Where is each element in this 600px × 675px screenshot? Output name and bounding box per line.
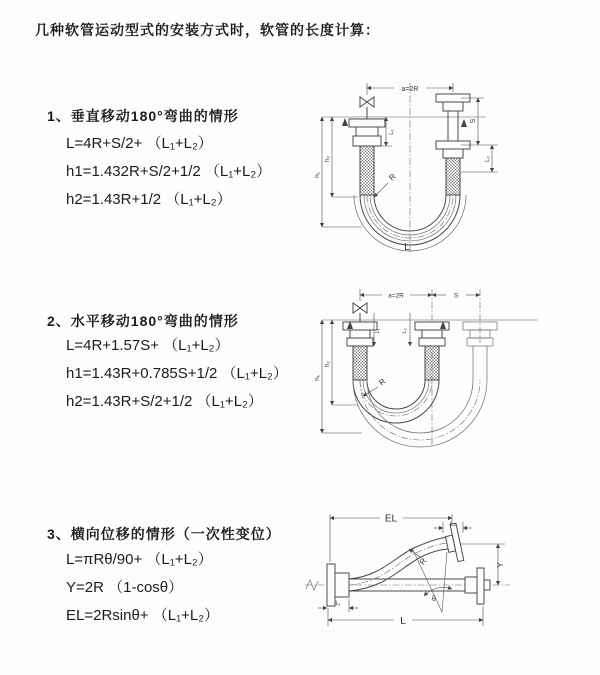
dimension-s — [461, 98, 498, 172]
formula-line: Y=2R （1-cosθ） — [66, 579, 184, 596]
move-up-arrow — [342, 118, 348, 126]
dimension-l1 — [318, 599, 358, 612]
dim-label-l1: L₁ — [335, 601, 341, 607]
formula-line: L=4R+1.57S+ （L₁+L₂） — [66, 337, 230, 354]
left-pipe-assembly — [343, 322, 377, 380]
dim-label-r: R — [417, 556, 429, 567]
formula-line: L=πRθ/90+ （L₁+L₂） — [66, 551, 213, 568]
left-pipe-assembly — [349, 119, 385, 195]
dim-label-l2: L₂ — [450, 522, 456, 528]
formula-line: EL=2Rsinθ+ （L₁+L₂） — [66, 607, 220, 624]
horizontal-move-180-bend-diagram — [310, 285, 590, 450]
dimension-a2r — [360, 293, 432, 300]
dim-label-l1: L₁ — [389, 129, 395, 135]
braided-hose-section — [446, 158, 460, 195]
dim-label-s: S — [453, 292, 459, 300]
section-1-formulas — [66, 130, 271, 214]
dim-label-l2: L₂ — [485, 156, 491, 162]
dim-label-h2: h₂ — [324, 360, 331, 368]
dim-label-r: R — [387, 171, 398, 183]
dim-label-y: Y — [496, 562, 505, 568]
middle-pipe-assembly — [415, 322, 449, 380]
dim-label-length: L — [404, 242, 410, 253]
dimension-length — [328, 606, 483, 627]
page-title: 几种软管运动型式的安装方式时，软管的长度计算： — [35, 22, 380, 38]
braided-hose-section — [353, 346, 367, 380]
dim-label-length: L — [400, 616, 406, 627]
section-2-heading: 2、水平移动180°弯曲的情形 — [47, 313, 239, 329]
dimension-s — [432, 293, 480, 300]
formula-line: h2=1.43R+1/2 （L₁+L₂） — [66, 191, 232, 208]
formula-line: h1=1.432R+S/2+1/2 （L₁+L₂） — [66, 163, 272, 180]
section-1-heading: 1、垂直移动180°弯曲的情形 — [47, 108, 239, 124]
dim-label-h1: h₁ — [314, 172, 321, 178]
braided-hose-section — [425, 346, 439, 380]
dim-label-theta: θ — [432, 596, 436, 603]
dim-label-a2r: a=2R — [388, 292, 404, 300]
move-up-arrow — [461, 119, 467, 127]
dim-label-h1: h₁ — [314, 375, 321, 381]
dimension-a2r — [367, 86, 453, 93]
dim-label-l2: L₂ — [402, 328, 408, 334]
dimension-el — [330, 514, 452, 563]
left-flange — [327, 564, 349, 606]
dim-label-el: EL — [384, 513, 398, 525]
right-pipe-assembly — [436, 94, 470, 195]
dim-label-l1: L₁ — [375, 328, 381, 334]
dimension-l2 — [402, 313, 410, 346]
valve-icon — [360, 97, 374, 119]
lateral-displacement-diagram — [300, 500, 600, 655]
hose-u-bend-position1 — [353, 380, 439, 423]
formula-line: L=4R+S/2+ （L₁+L₂） — [66, 135, 213, 152]
radius-leader — [374, 172, 398, 197]
dimension-l2 — [485, 145, 492, 172]
dim-label-h2: h₂ — [324, 155, 331, 163]
formula-line: h1=1.43R+0.785S+1/2 （L₁+L₂） — [66, 365, 288, 382]
hose-original-position — [349, 568, 490, 604]
dim-label-a2r: a=2R — [401, 86, 419, 93]
braided-hose-section — [360, 146, 374, 195]
break-mark — [306, 580, 318, 590]
vertical-move-180-bend-diagram — [310, 75, 590, 255]
dimension-h2 — [324, 117, 358, 197]
formula-line: h2=1.43R+S/2+1/2 （L₁+L₂） — [66, 393, 263, 410]
dimension-h1 — [314, 117, 362, 227]
valve-icon — [353, 303, 367, 322]
section-3-formulas — [66, 546, 219, 630]
section-2-formulas — [66, 332, 288, 416]
dim-label-r: R — [377, 376, 388, 388]
dim-label-s: S — [470, 118, 477, 124]
section-3-heading: 3、横向位移的情形（一次性变位） — [47, 526, 281, 542]
dimension-l1 — [374, 313, 381, 346]
